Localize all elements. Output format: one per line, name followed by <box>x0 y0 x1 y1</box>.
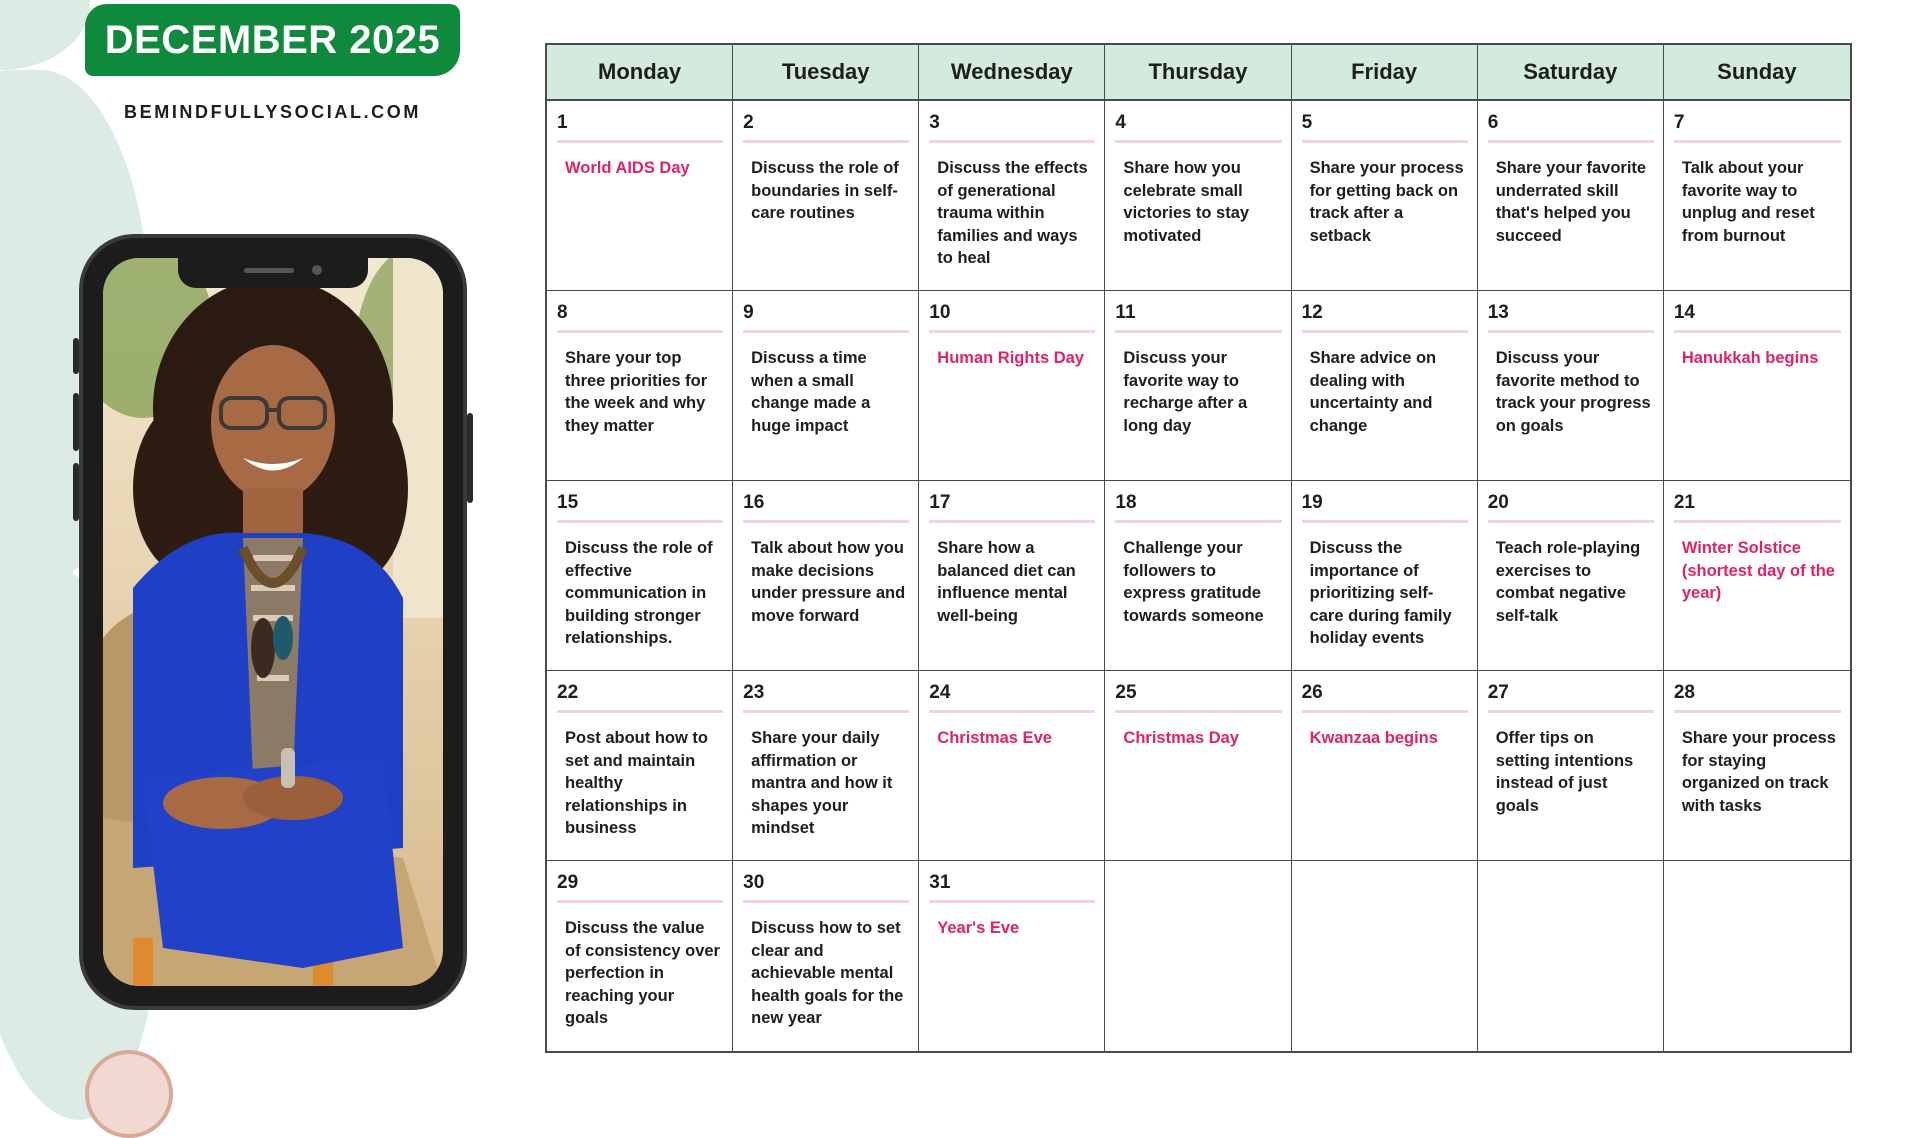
calendar-cell <box>547 861 733 1051</box>
calendar-cell <box>1105 101 1291 291</box>
day-number: 26 <box>1301 682 1323 703</box>
day-number: 31 <box>929 872 951 893</box>
date-divider <box>1115 520 1281 523</box>
calendar-cell <box>919 481 1105 671</box>
date-divider <box>1302 330 1468 333</box>
day-number: 10 <box>929 302 951 323</box>
day-number: 1 <box>557 112 568 133</box>
day-header-tuesday: Tuesday <box>733 45 919 101</box>
calendar-cell <box>1105 291 1291 481</box>
date-divider <box>1674 330 1841 333</box>
calendar-cell <box>919 861 1105 1051</box>
content-prompt: Offer tips on setting intentions instead of just goals <box>1495 729 1634 815</box>
day-number: 30 <box>743 872 765 893</box>
content-prompt: Discuss the role of boundaries in self-care routines <box>751 159 899 223</box>
day-number: 24 <box>929 682 951 703</box>
day-number: 7 <box>1673 112 1685 133</box>
day-number: 5 <box>1301 112 1313 133</box>
date-divider <box>743 140 909 143</box>
holiday-label: Christmas Day <box>1123 729 1239 747</box>
content-prompt: Challenge your followers to express gratitude towards someone <box>1123 539 1264 625</box>
phone-frame <box>79 234 467 1010</box>
calendar-cell <box>733 671 919 861</box>
day-number: 12 <box>1301 302 1323 323</box>
date-divider <box>929 710 1095 713</box>
day-number: 29 <box>557 872 579 893</box>
date-divider <box>1488 330 1654 333</box>
calendar-cell <box>1105 671 1291 861</box>
day-number: 6 <box>1487 112 1499 133</box>
holiday-label: Christmas Eve <box>937 729 1052 747</box>
content-prompt: Discuss the role of effective communication in building stronger relationships. <box>565 539 713 648</box>
day-number: 9 <box>743 302 754 323</box>
date-divider <box>743 330 909 333</box>
phone-power-button <box>467 413 473 503</box>
calendar-cell <box>547 671 733 861</box>
calendar-cell-empty <box>1105 861 1291 1051</box>
calendar-cell <box>1664 481 1850 671</box>
date-divider <box>557 520 723 523</box>
calendar-cell <box>1292 481 1478 671</box>
content-prompt: Discuss the effects of generational trauma within families and ways to heal <box>937 159 1088 268</box>
date-divider <box>557 330 723 333</box>
content-prompt: Discuss a time when a small change made a huge impact <box>751 349 871 435</box>
background-circle-bottom <box>85 1050 173 1138</box>
calendar-cell <box>733 481 919 671</box>
content-prompt: Discuss the value of consistency over perfection in reaching your goals <box>565 919 720 1028</box>
day-number: 13 <box>1487 302 1509 323</box>
calendar-cell <box>547 291 733 481</box>
content-prompt: Talk about how you make decisions under pressure and move forward <box>751 539 906 625</box>
calendar-cell <box>1292 291 1478 481</box>
calendar-cell <box>1478 671 1664 861</box>
phone-speaker <box>244 268 294 273</box>
content-prompt: Discuss your favorite way to recharge after a long day <box>1123 349 1248 435</box>
date-divider <box>929 140 1095 143</box>
content-prompt: Share how a balanced diet can influence mental well-being <box>937 539 1076 625</box>
date-divider <box>1674 710 1841 713</box>
day-header-sunday: Sunday <box>1664 45 1850 101</box>
content-prompt: Teach role-playing exercises to combat negative self-talk <box>1495 539 1641 625</box>
day-header-saturday: Saturday <box>1478 45 1664 101</box>
date-divider <box>1488 520 1654 523</box>
calendar-cell <box>547 481 733 671</box>
day-number: 17 <box>929 492 951 513</box>
calendar-cell-empty <box>1664 861 1850 1051</box>
date-divider <box>557 710 723 713</box>
portrait-illustration <box>103 258 443 986</box>
content-prompt: Share how you celebrate small victories to stay motivated <box>1123 159 1250 245</box>
background-blob-top <box>0 0 90 70</box>
phone-side-button <box>73 338 79 374</box>
holiday-label: Winter Solstice (shortest day of the year) <box>1681 539 1835 603</box>
date-divider <box>1115 330 1281 333</box>
day-number: 23 <box>743 682 765 703</box>
day-number: 22 <box>557 682 579 703</box>
calendar-cell <box>919 291 1105 481</box>
date-divider <box>743 900 909 903</box>
content-prompt: Share your process for getting back on track after a setback <box>1309 159 1464 245</box>
day-number: 18 <box>1115 492 1137 513</box>
date-divider <box>1674 520 1841 523</box>
date-divider <box>929 900 1095 903</box>
day-number: 4 <box>1115 112 1126 133</box>
calendar-cell <box>1292 101 1478 291</box>
content-prompt: Post about how to set and maintain healthy relationships in business <box>565 729 708 838</box>
calendar-cell <box>1478 101 1664 291</box>
content-prompt: Share your process for staying organized on track with tasks <box>1681 729 1836 815</box>
date-divider <box>557 900 723 903</box>
date-divider <box>557 140 723 143</box>
content-prompt: Share your favorite underrated skill that's helped you succeed <box>1495 159 1647 245</box>
calendar-cell <box>1478 291 1664 481</box>
phone-volume-down-button <box>73 463 79 521</box>
holiday-label: Kwanzaa begins <box>1309 729 1438 747</box>
holiday-label: Hanukkah begins <box>1681 349 1819 367</box>
date-divider <box>929 520 1095 523</box>
content-prompt: Discuss how to set clear and achievable mental health goals for the new year <box>751 919 904 1028</box>
profile-photo <box>103 258 443 986</box>
day-number: 14 <box>1673 302 1695 323</box>
content-prompt: Share advice on dealing with uncertainty and change <box>1309 349 1437 435</box>
calendar-cell <box>733 101 919 291</box>
month-title: DECEMBER 2025 <box>85 4 460 76</box>
day-header-friday: Friday <box>1292 45 1478 101</box>
date-divider <box>1302 520 1468 523</box>
date-divider <box>1488 710 1654 713</box>
day-number: 20 <box>1487 492 1509 513</box>
calendar-cell <box>1664 101 1850 291</box>
calendar-cell <box>547 101 733 291</box>
content-prompt: Share your top three priorities for the week and why they matter <box>565 349 708 435</box>
calendar-cell <box>919 101 1105 291</box>
day-number: 11 <box>1115 302 1136 323</box>
calendar-cell <box>1478 481 1664 671</box>
calendar-cell <box>919 671 1105 861</box>
day-number: 16 <box>743 492 765 513</box>
day-number: 8 <box>557 302 568 323</box>
date-divider <box>743 710 909 713</box>
calendar-cell-empty <box>1478 861 1664 1051</box>
date-divider <box>743 520 909 523</box>
day-header-wednesday: Wednesday <box>919 45 1105 101</box>
date-divider <box>1302 710 1468 713</box>
website-url: BEMINDFULLYSOCIAL.COM <box>124 102 421 122</box>
calendar-cell <box>733 861 919 1051</box>
calendar-cell <box>1105 481 1291 671</box>
calendar-cell <box>733 291 919 481</box>
holiday-label: World AIDS Day <box>565 159 690 177</box>
day-number: 19 <box>1301 492 1323 513</box>
day-number: 27 <box>1487 682 1509 703</box>
date-divider <box>1488 140 1654 143</box>
phone-notch <box>178 258 368 288</box>
phone-camera <box>312 265 322 275</box>
content-prompt: Discuss the importance of prioritizing self-care during family holiday events <box>1309 539 1452 648</box>
calendar-cell-empty <box>1292 861 1478 1051</box>
calendar-cell <box>1292 671 1478 861</box>
date-divider <box>1674 140 1841 143</box>
day-number: 21 <box>1673 492 1695 513</box>
phone-volume-up-button <box>73 393 79 451</box>
day-number: 28 <box>1673 682 1695 703</box>
date-divider <box>1115 710 1281 713</box>
content-prompt: Talk about your favorite way to unplug and reset from burnout <box>1681 159 1815 245</box>
content-prompt: Share your daily affirmation or mantra and how it shapes your mindset <box>751 729 893 838</box>
holiday-label: Year's Eve <box>937 919 1020 937</box>
day-header-thursday: Thursday <box>1105 45 1291 101</box>
day-header-monday: Monday <box>547 45 733 101</box>
content-prompt: Discuss your favorite method to track your progress on goals <box>1495 349 1651 435</box>
date-divider <box>1302 140 1468 143</box>
calendar-grid <box>545 43 1852 1053</box>
date-divider <box>929 330 1095 333</box>
holiday-label: Human Rights Day <box>937 349 1084 367</box>
day-number: 2 <box>743 112 754 133</box>
day-number: 15 <box>557 492 579 513</box>
day-number: 25 <box>1115 682 1137 703</box>
day-number: 3 <box>929 112 940 133</box>
calendar-cell <box>1664 671 1850 861</box>
calendar-cell <box>1664 291 1850 481</box>
date-divider <box>1115 140 1281 143</box>
